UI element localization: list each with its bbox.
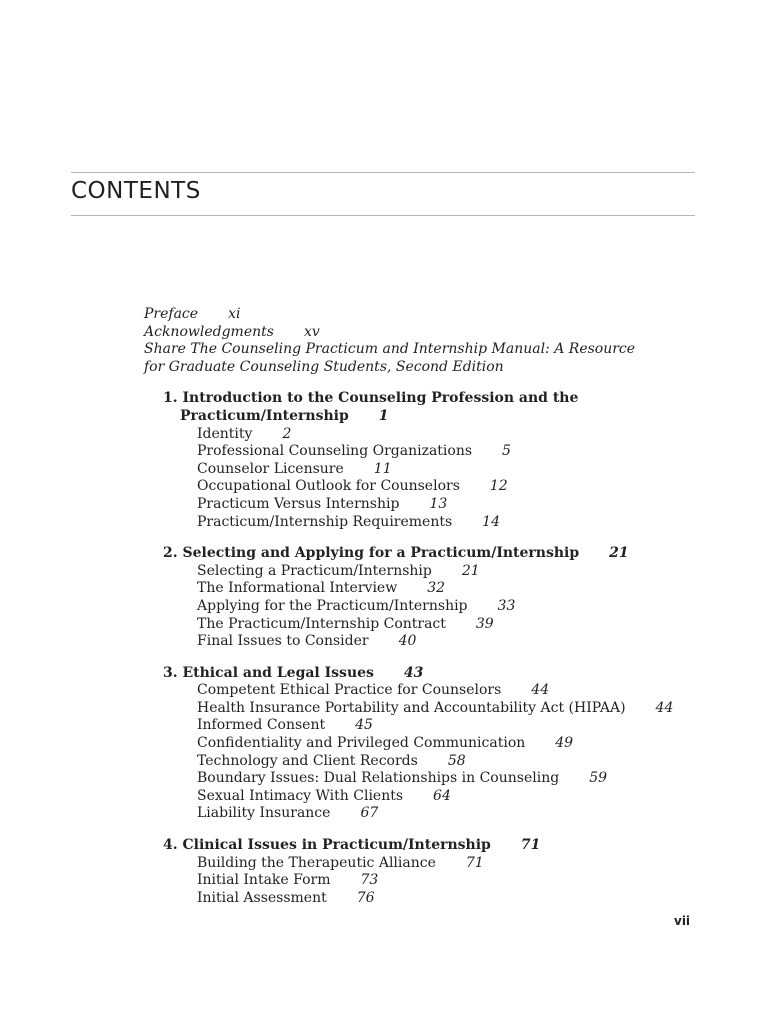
entry-page: 73 [360, 872, 379, 889]
entry-page: 32 [427, 580, 446, 597]
entry-page: 59 [589, 770, 608, 787]
entry-page: 2 [282, 425, 292, 442]
page-title: CONTENTS [71, 178, 201, 204]
entry-page: 45 [355, 717, 373, 734]
entry-title: Initial Intake Form [197, 872, 331, 889]
entry-title: Liability Insurance [197, 805, 331, 822]
entry-title: 3. Ethical and Legal Issues [163, 664, 374, 681]
toc-section[interactable] [144, 890, 704, 908]
entry-title: Counselor Licensure [197, 460, 344, 477]
toc-section[interactable] [144, 717, 704, 735]
share-text-line-2[interactable]: for Graduate Counseling Students, Second Edition [144, 358, 504, 375]
toc-section[interactable] [144, 616, 704, 634]
entry-page: 21 [609, 545, 629, 562]
bottom-rule [71, 215, 695, 216]
entry-title: Preface [144, 306, 199, 322]
chapter-title[interactable] [144, 837, 704, 855]
toc-section[interactable] [144, 735, 704, 753]
toc-section[interactable] [144, 855, 704, 873]
toc-section[interactable] [144, 770, 704, 788]
entry-page: 58 [447, 752, 466, 769]
toc-section[interactable] [144, 580, 704, 598]
entry-title: Selecting a Practicum/Internship [197, 562, 432, 579]
entry-title: Competent Ethical Practice for Counselors [197, 682, 502, 699]
entry-page: xv [303, 323, 320, 340]
toc-section[interactable] [144, 872, 704, 890]
toc-section[interactable] [144, 514, 704, 532]
entry-title: Practicum/Internship Requirements [197, 513, 453, 530]
entry-title: The Informational Interview [197, 580, 398, 597]
entry-page: 11 [373, 460, 392, 477]
share-text-line-1[interactable]: Share The Counseling Practicum and Internship Manual: A Resource [144, 341, 636, 358]
entry-title: Technology and Client Records [197, 752, 418, 769]
chapter-title-line-1[interactable]: 1. Introduction to the Counseling Profession and the [163, 390, 579, 407]
entry-title: Practicum Versus Internship [197, 495, 400, 512]
entry-page: 13 [429, 495, 448, 512]
entry-title: Boundary Issues: Dual Relationships in Counseling [197, 770, 560, 787]
entry-page: 21 [461, 562, 480, 579]
toc-section[interactable] [144, 700, 704, 718]
toc-section[interactable] [144, 563, 704, 581]
toc-section[interactable] [144, 443, 704, 461]
entry-page: 14 [482, 513, 500, 530]
entry-title: Occupational Outlook for Counselors [197, 478, 460, 495]
chapter-2 [144, 545, 704, 563]
top-rule [71, 172, 695, 173]
entry-page: 1 [378, 407, 389, 424]
entry-title: Sexual Intimacy With Clients [197, 787, 404, 804]
entry-title: Identity [197, 425, 253, 442]
toc-section[interactable] [144, 598, 704, 616]
toc-front-acknowledgments[interactable] [144, 324, 704, 342]
chapter-title[interactable] [144, 545, 704, 563]
page-number: vii [674, 914, 691, 928]
entry-page: xi [228, 306, 241, 322]
toc-section[interactable] [144, 478, 704, 496]
table-of-contents [144, 306, 704, 907]
chapter-title-line-2[interactable] [144, 408, 704, 426]
entry-title: Initial Assessment [197, 889, 327, 906]
entry-title: 2. Selecting and Applying for a Practicum/Internship [163, 545, 580, 562]
entry-title: The Practicum/Internship Contract [197, 615, 446, 632]
entry-title: Confidentiality and Privileged Communication [197, 735, 526, 752]
entry-title: Building the Therapeutic Alliance [197, 854, 436, 871]
toc-front-preface[interactable] [144, 306, 704, 324]
entry-page: 71 [520, 837, 541, 854]
entry-page: 71 [465, 854, 484, 871]
entry-title: Acknowledgments [144, 323, 274, 340]
toc-section[interactable] [144, 753, 704, 771]
entry-page: 12 [489, 478, 508, 495]
chapter-title[interactable] [144, 665, 704, 683]
toc-section[interactable] [144, 805, 704, 823]
toc-section[interactable] [144, 682, 704, 700]
toc-section[interactable] [144, 788, 704, 806]
entry-title: Practicum/Internship [180, 407, 349, 424]
entry-title: Final Issues to Consider [197, 633, 369, 650]
entry-page: 43 [403, 664, 424, 681]
toc-section[interactable] [144, 633, 704, 651]
toc-section[interactable] [144, 461, 704, 479]
chapter-4 [144, 837, 704, 855]
chapter-3 [144, 665, 704, 683]
entry-page: 44 [655, 699, 674, 716]
entry-page: 49 [555, 735, 574, 752]
entry-title: Applying for the Practicum/Internship [197, 597, 468, 614]
entry-page: 64 [433, 787, 451, 804]
toc-section[interactable] [144, 496, 704, 514]
chapter-1 [144, 390, 704, 425]
entry-page: 40 [398, 633, 417, 650]
entry-title: Professional Counseling Organizations [197, 443, 473, 460]
entry-title: Informed Consent [197, 717, 326, 734]
entry-title: Health Insurance Portability and Accountability Act (HIPAA) [197, 699, 626, 716]
entry-page: 67 [360, 805, 379, 822]
entry-page: 33 [497, 597, 516, 614]
entry-page: 76 [356, 889, 375, 906]
entry-page: 5 [502, 443, 511, 460]
toc-section[interactable] [144, 426, 704, 444]
entry-page: 44 [531, 682, 550, 699]
entry-page: 39 [475, 615, 494, 632]
entry-title: 4. Clinical Issues in Practicum/Internship [163, 837, 491, 854]
